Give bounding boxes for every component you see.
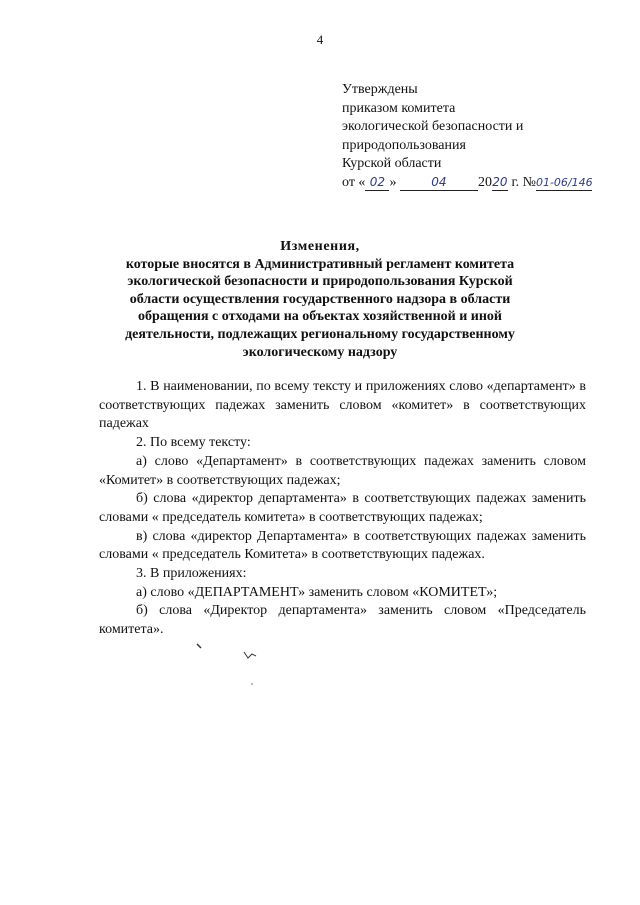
approval-line: природопользования <box>342 137 466 153</box>
handwritten-year: 20 <box>492 174 508 189</box>
approval-date-line <box>342 174 612 193</box>
document-body <box>99 378 586 640</box>
handwritten-month: 04 <box>400 175 478 191</box>
approval-line: приказом комитета <box>342 100 456 116</box>
year-prefix: 20 <box>477 174 492 190</box>
title-line: которые вносятся в Административный регламент комитета <box>125 256 515 272</box>
document-title <box>100 238 540 361</box>
page-number: 4 <box>316 32 324 47</box>
paragraph: в) слова «директор Департамента» в соответствующих падежах заменить словами « председатель Комитета» в соответствующих падежах. <box>99 528 586 563</box>
month-open: » <box>389 174 397 190</box>
approval-line: Курской области <box>342 156 442 172</box>
paragraph: а) слово «ДЕПАРТАМЕНТ» заменить словом «КОМИТЕТ»; <box>136 584 498 600</box>
scan-speck <box>194 640 274 690</box>
date-prefix: от « <box>342 174 366 190</box>
approval-block <box>342 81 612 193</box>
paragraph: 2. По всему тексту: <box>136 435 251 451</box>
approval-line: Утверждены <box>342 82 418 97</box>
paragraph: а) слово «Департамент» в соответствующих падежах заменить словом «Комитет» в соответствующих падежах; <box>99 453 586 488</box>
handwritten-number: 01-06/146 <box>535 175 593 189</box>
title-line: обращения с отходами на объектах хозяйственной и иной <box>138 309 502 325</box>
paragraph: 1. В наименовании, по всему тексту и приложениях слово «департамент» в соответствующих падежах заменить словом «комитет» в соответствующих падежах <box>99 379 586 432</box>
paragraph: 3. В приложениях: <box>136 566 247 582</box>
title-line: экологическому надзору <box>242 344 398 360</box>
number-prefix: № <box>522 174 536 190</box>
year-label: г. <box>511 174 520 190</box>
approval-line: экологической безопасности и <box>342 119 524 135</box>
handwritten-day: 02 <box>365 175 389 191</box>
title-heading: Изменения, <box>280 239 360 254</box>
title-line: экологической безопасности и природопользования Курской <box>127 274 513 290</box>
paragraph: б) слова «Директор департамента» заменить словом «Председатель комитета». <box>99 603 586 638</box>
title-line: деятельности, подлежащих региональному государственному <box>125 326 515 342</box>
paragraph: б) слова «директор департамента» в соответствующих падежах заменить словами « председатель комитета» в соответствующих падежах; <box>99 491 586 525</box>
title-line: области осуществления государственного надзора в области <box>129 291 511 307</box>
